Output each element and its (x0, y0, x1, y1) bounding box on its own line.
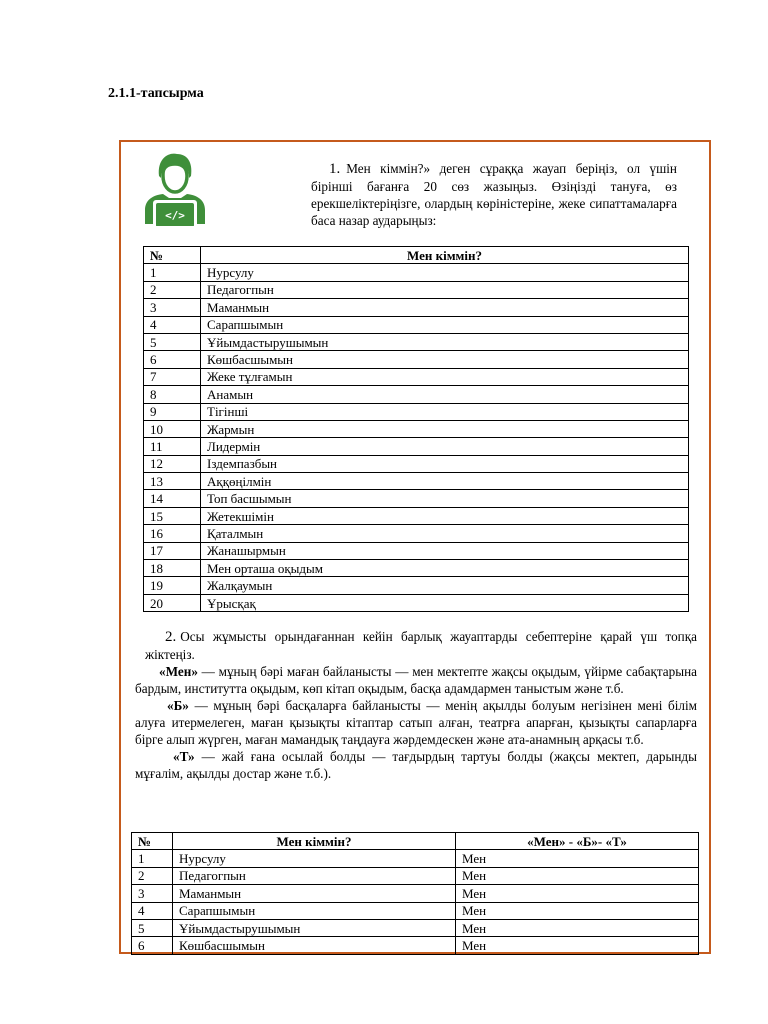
table2-cell: Мен (456, 902, 699, 919)
table2-cell: Мен (456, 919, 699, 936)
table2-cell: 6 (132, 937, 173, 954)
table1-cell: Нурсулу (201, 264, 689, 281)
table1-row (144, 490, 689, 507)
table1-row (144, 438, 689, 455)
table2-row (132, 885, 699, 902)
b-definition (135, 697, 697, 748)
table1-cell: 14 (144, 490, 201, 507)
table1-row (144, 577, 689, 594)
table1-cell: 16 (144, 525, 201, 542)
task1-number: 1. (329, 161, 341, 177)
t-text: — жай ғана осылай болды — тағдырдың тартуы болды (жақсы мектеп, дарынды мұғалім, ақылды достар және т.б.). (135, 749, 697, 781)
table1-header-who: Мен кіммін? (201, 247, 689, 264)
table1-row (144, 264, 689, 281)
table1-row (144, 560, 689, 577)
task2-number: 2. (165, 629, 177, 645)
table1-cell: Көшбасшымын (201, 351, 689, 368)
table1-row (144, 368, 689, 385)
table1-cell: 9 (144, 403, 201, 420)
table1-row (144, 455, 689, 472)
developer-code-icon (139, 148, 209, 226)
table1-row (144, 299, 689, 316)
task2-instruction (135, 628, 697, 782)
table1-cell: Тігінші (201, 403, 689, 420)
table1-cell: Жетекшімін (201, 507, 689, 524)
table1-cell: Жалқаумын (201, 577, 689, 594)
svg-text:</>: </> (165, 209, 185, 222)
table1-cell: Жармын (201, 420, 689, 437)
table1-cell: Қаталмын (201, 525, 689, 542)
table2-cell: Мен (456, 885, 699, 902)
table1-row (144, 386, 689, 403)
table1-row (144, 473, 689, 490)
table2-cell: 1 (132, 850, 173, 867)
table1-cell: 13 (144, 473, 201, 490)
table2-cell: 5 (132, 919, 173, 936)
table1-cell: Мен орташа оқыдым (201, 560, 689, 577)
table1-cell: 20 (144, 594, 201, 611)
table1-cell: 15 (144, 507, 201, 524)
t-definition (135, 748, 697, 782)
table2-cell: Маманмын (173, 885, 456, 902)
table1-row (144, 316, 689, 333)
men-label: «Мен» (159, 664, 198, 679)
who-am-i-table (143, 246, 689, 612)
table1-row (144, 281, 689, 298)
classification-table (131, 832, 699, 955)
table1-cell: 11 (144, 438, 201, 455)
table2-cell: Ұйымдастырушымын (173, 919, 456, 936)
table2-row (132, 867, 699, 884)
table2-cell: Мен (456, 937, 699, 954)
table2-row (132, 850, 699, 867)
table2-cell: 4 (132, 902, 173, 919)
table1-row (144, 420, 689, 437)
table2-header-num: № (132, 833, 173, 850)
table1-cell: 17 (144, 542, 201, 559)
table1-row (144, 507, 689, 524)
table1-cell: 3 (144, 299, 201, 316)
table1-cell: 4 (144, 316, 201, 333)
table1-cell: Ұйымдастырушымын (201, 333, 689, 350)
table1-cell: 18 (144, 560, 201, 577)
table2-cell: 2 (132, 867, 173, 884)
table2-row (132, 919, 699, 936)
table2-cell: Сарапшымын (173, 902, 456, 919)
table1-cell: 1 (144, 264, 201, 281)
table2-cell: Мен (456, 850, 699, 867)
table1-cell: Педагогпын (201, 281, 689, 298)
table1-cell: Ұрысқақ (201, 594, 689, 611)
table1-cell: 5 (144, 333, 201, 350)
task1-text: Мен кіммін?» деген сұраққа жауап беріңіз, ол үшін бірінші бағанға 20 сөз жазыңыз. Өзіңізді тануға, өз ерекшеліктеріңізге, олардың көріністеріне, жеке сипаттамаларға баса назар аударыңыз: (311, 161, 677, 228)
table1-row (144, 525, 689, 542)
table1-cell: Маманмын (201, 299, 689, 316)
table2-row (132, 902, 699, 919)
table1-cell: Лидермін (201, 438, 689, 455)
table1-cell: 2 (144, 281, 201, 298)
table2-row (132, 937, 699, 954)
table1-cell: Сарапшымын (201, 316, 689, 333)
b-text: — мұның бәрі басқаларға байланысты — менің ақылды болуым негізінен мені білім алуға итермелеген, маған қызықты кітаптар сатып алған, театрға апарған, қызықты сапарларға бірге алып жүрген, маған мамандық таңдауға жәрдемдескен және ата-анамның арқасы т.б. (135, 698, 697, 747)
table1-row (144, 351, 689, 368)
task1-instruction (311, 160, 677, 229)
table1-cell: 6 (144, 351, 201, 368)
table1-cell: 8 (144, 386, 201, 403)
table1-cell: 12 (144, 455, 201, 472)
table1-cell: Жанашырмын (201, 542, 689, 559)
table1-cell: Анамын (201, 386, 689, 403)
table2-header-who: Мен кіммін? (173, 833, 456, 850)
assignment-heading: 2.1.1-тапсырма (108, 86, 204, 101)
table1-cell: Аққөңілмін (201, 473, 689, 490)
task2-intro: Осы жұмысты орындағаннан кейін барлық жауаптарды себептеріне қарай үш топқа жіктеңіз. (145, 629, 697, 662)
table1-header-num: № (144, 247, 201, 264)
table1-cell: 10 (144, 420, 201, 437)
men-text: — мұның бәрі маған байланысты — мен мектепте жақсы оқыдым, үйірме сабақтарына бардым, институтта оқыдым, көп кітап оқыдым, басқа адамдармен таныстым және т.б. (135, 664, 697, 696)
b-label: «Б» (167, 698, 189, 713)
table1-cell: Топ басшымын (201, 490, 689, 507)
table1-row (144, 403, 689, 420)
table1-row (144, 333, 689, 350)
table1-cell: Іздемпазбын (201, 455, 689, 472)
table1-row (144, 542, 689, 559)
assignment-frame (119, 140, 711, 954)
table1-cell: 19 (144, 577, 201, 594)
table2-cell: Мен (456, 867, 699, 884)
men-definition (135, 663, 697, 697)
t-label: «Т» (173, 749, 195, 764)
table2-cell: Көшбасшымын (173, 937, 456, 954)
table2-cell: Педагогпын (173, 867, 456, 884)
table2-header-category: «Мен» - «Б»- «Т» (456, 833, 699, 850)
table2-cell: 3 (132, 885, 173, 902)
table1-cell: 7 (144, 368, 201, 385)
table1-row (144, 594, 689, 611)
table1-cell: Жеке тұлғамын (201, 368, 689, 385)
table2-cell: Нурсулу (173, 850, 456, 867)
